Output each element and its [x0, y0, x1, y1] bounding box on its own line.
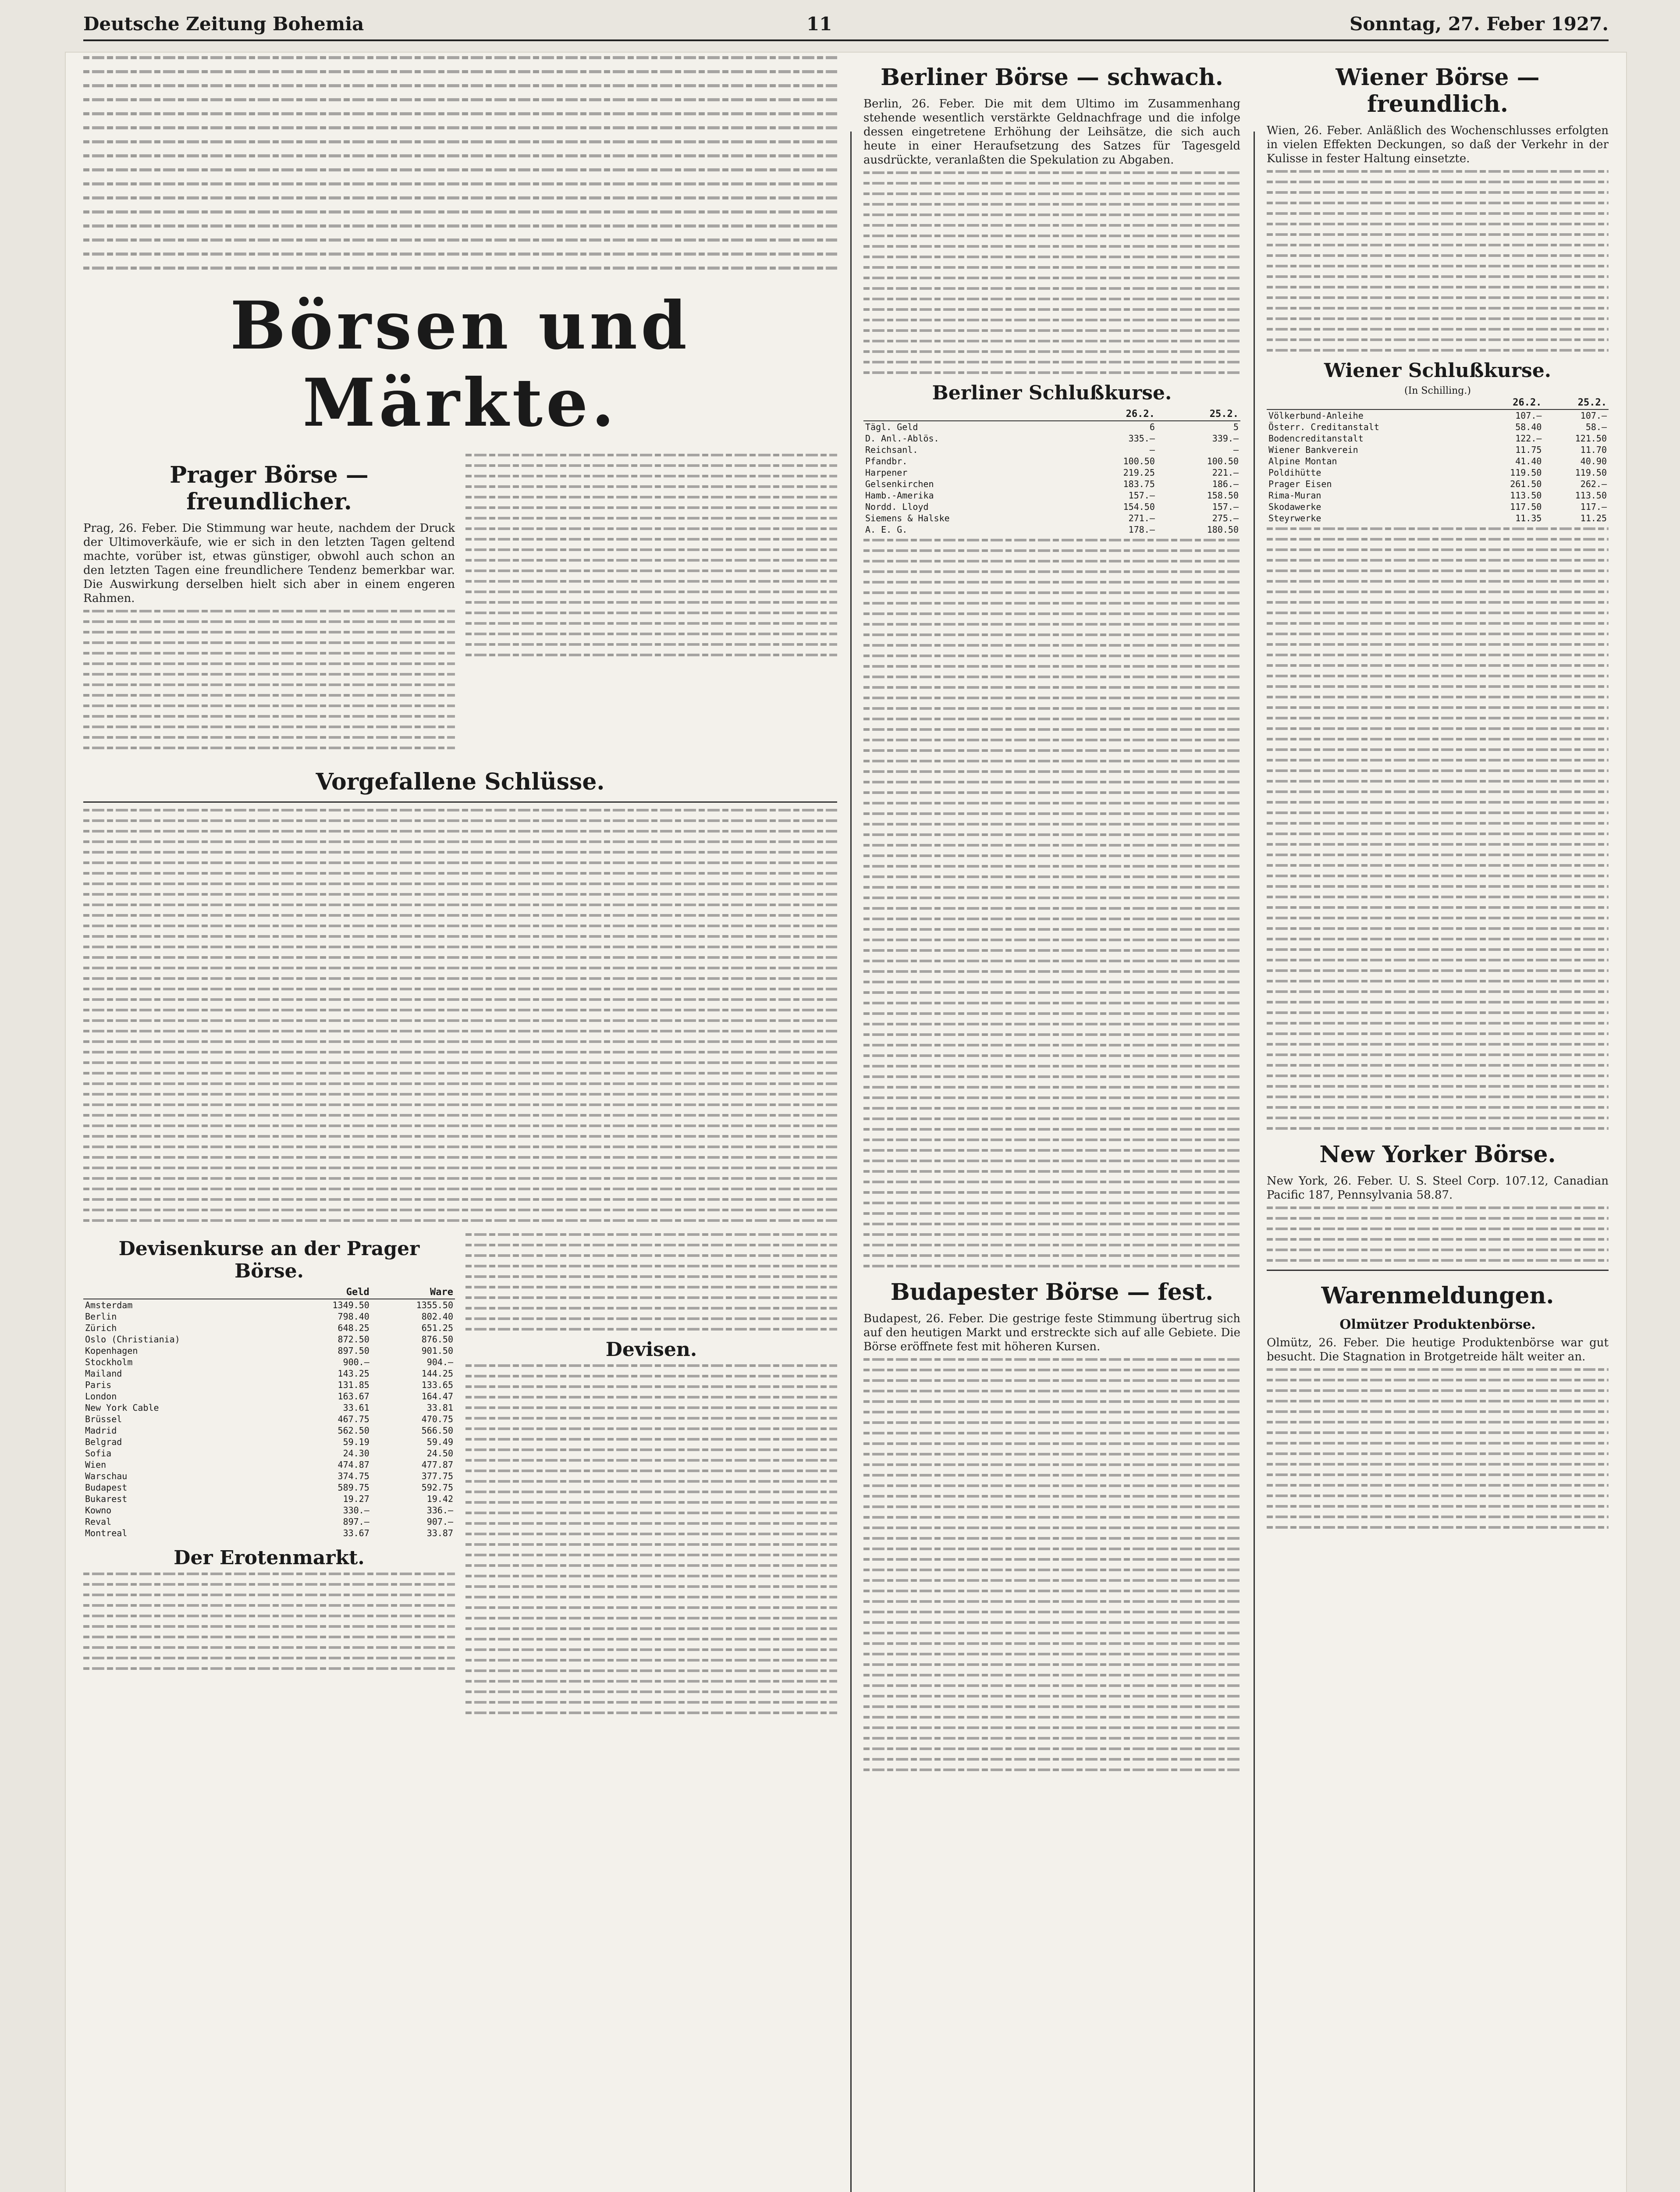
wien-quote-row-name: Österr. Creditanstalt	[1268, 422, 1379, 432]
devisen-row-name: Amsterdam	[85, 1300, 133, 1310]
header-masthead: Deutsche Zeitung Bohemia	[83, 13, 364, 35]
devisen-row-geld: 19.27	[343, 1494, 369, 1504]
header-date: Sonntag, 27. Feber 1927.	[1350, 13, 1609, 35]
devisen-row-geld: 474.87	[337, 1459, 369, 1470]
devisen-row-ware: 133.65	[421, 1380, 453, 1390]
wien-quote-row	[1267, 501, 1609, 512]
devisen-row-ware: 336.—	[426, 1505, 453, 1516]
devisen-text-b	[465, 1364, 837, 1714]
devisen-row-geld: 648.25	[337, 1323, 369, 1333]
devisen-row-ware: 802.40	[421, 1311, 453, 1322]
devisen-row-geld: 897.—	[343, 1516, 369, 1527]
berlin-quote-row-v1: 219.25	[1123, 467, 1155, 478]
devisen-row-geld: 163.67	[337, 1391, 369, 1402]
continued-text-block	[83, 56, 837, 270]
devisen-row-geld: 330.—	[343, 1505, 369, 1516]
new-yorker-boerse-title: New Yorker Börse.	[1319, 1141, 1556, 1168]
devisen-row	[83, 1368, 455, 1379]
devisen-row	[83, 1299, 455, 1311]
wien-quote-row-v1: 58.40	[1515, 422, 1542, 432]
devisen-row-ware: 19.42	[426, 1494, 453, 1504]
devisen-row-ware: 477.87	[421, 1459, 453, 1470]
devisen-row	[83, 1356, 455, 1368]
wien-quote-row-v1: 117.50	[1510, 502, 1542, 512]
devisen-row-geld: 24.30	[343, 1448, 369, 1459]
warenmeldungen-text	[1267, 1368, 1609, 1529]
devisen-row-name: New York Cable	[85, 1402, 159, 1413]
devisen-row	[83, 1391, 455, 1402]
devisen-row-name: Warschau	[85, 1471, 128, 1481]
wiener-kurse-more	[1267, 527, 1609, 1130]
column-middle	[863, 53, 1240, 2192]
wien-quote-row-v1: 119.50	[1510, 467, 1542, 478]
devisen-row-name: Bukarest	[85, 1494, 128, 1504]
wien-quote-row	[1267, 490, 1609, 501]
devisen-row-ware: 470.75	[421, 1414, 453, 1424]
devisen-title: Devisen.	[605, 1338, 697, 1361]
devisen-row	[83, 1516, 455, 1527]
berlin-quote-row	[863, 501, 1240, 512]
berlin-quote-row-v2: 5	[1233, 422, 1239, 432]
berlin-quote-row-v2: 221.—	[1212, 467, 1239, 478]
wien-quote-row-name: Alpine Montan	[1268, 456, 1337, 466]
berlin-quote-row-v2: 157.—	[1212, 502, 1239, 512]
wien-quote-row-name: Steyrwerke	[1268, 513, 1321, 523]
devisen-row-ware: 144.25	[421, 1368, 453, 1379]
wien-quote-row-v2: 107.—	[1580, 410, 1607, 421]
column-right	[1267, 53, 1609, 2192]
berlin-quote-row-name: Nordd. Lloyd	[865, 502, 929, 512]
prager-boerse-text	[83, 610, 455, 749]
devisen-row-ware: 907.—	[426, 1516, 453, 1527]
wien-quote-row	[1267, 512, 1609, 524]
devisen-row-geld: 33.67	[343, 1528, 369, 1538]
devisen-row-geld: 798.40	[337, 1311, 369, 1322]
prager-boerse-intro: Prag, 26. Feber. Die Stimmung war heute, nachdem der Druck der Ultimoverkäufe, wie er sich in den letzten Tagen geltend machte, vorüber ist, etwas günstiger, obwohl auch schon an den letzten Tagen eine freundlichere Tendenz bemerkbar war. Die Auswirkung derselben hielt sich aber in einem engeren Rahmen.	[83, 522, 455, 605]
wien-quote-row-v2: 113.50	[1575, 490, 1607, 501]
wien-quote-row-name: Prager Eisen	[1268, 479, 1332, 489]
devisen-row-name: Kowno	[85, 1505, 112, 1516]
wien-quote-row-name: Bodencreditanstalt	[1268, 433, 1364, 444]
wien-quote-row-name: Skodawerke	[1268, 502, 1321, 512]
berlin-quote-row	[863, 467, 1240, 478]
wiener-boerse-intro: Wien, 26. Feber. Anläßlich des Wochenschlusses erfolgten in vielen Effekten Deckungen, so daß der Verkehr in der Kulisse in fester Haltung einsetzte.	[1267, 124, 1609, 165]
devisen-row-geld: 467.75	[337, 1414, 369, 1424]
devisen-row-name: Montreal	[85, 1528, 128, 1538]
wien-quote-row-v2: 40.90	[1580, 456, 1607, 466]
berlin-quote-row-v2: 180.50	[1207, 524, 1239, 535]
berlin-quote-row-v1: 335.—	[1128, 433, 1155, 444]
berlin-quote-row-name: Gelsenkirchen	[865, 479, 934, 489]
berlin-quote-row-v1: 6	[1149, 422, 1155, 432]
devisen-row-ware: 876.50	[421, 1334, 453, 1345]
devisen-row-ware: 566.50	[421, 1425, 453, 1436]
column-left	[83, 53, 837, 2192]
devisen-row-name: Oslo (Christiania)	[85, 1334, 180, 1345]
devisen-row-name: London	[85, 1391, 117, 1402]
wien-quote-row-v2: 58.—	[1585, 422, 1607, 432]
warenmeldungen-title: Warenmeldungen.	[1321, 1282, 1554, 1309]
new-yorker-boerse-intro: New York, 26. Feber. U. S. Steel Corp. 107.12, Canadian Pacific 187, Pennsylvania 58.87.	[1267, 1174, 1609, 1202]
wiener-schlusskurse-table: 26.2. 25.2. Völkerbund-Anleihe 107.— 107.— Österr. Creditanstalt 58.40 58.— Bodencreditanstalt 122.— 121.50 Wiener Bankverein 11.75 11.70 Alpine Montan 41.40 40.90 Poldihütte 119.50 119.50 Prager Eisen 261.50 262.— Rima-Muran 113.50 113.50 Skodawerke 117.50 117.— Steyrwerke 11.35 11.25	[1267, 396, 1609, 524]
devisen-row-name: Brüssel	[85, 1414, 122, 1424]
devisen-row-ware: 592.75	[421, 1482, 453, 1493]
wien-quote-row-v1: 113.50	[1510, 490, 1542, 501]
devisen-row-name: Mailand	[85, 1368, 122, 1379]
devisen-row-geld: 562.50	[337, 1425, 369, 1436]
wien-quote-row-name: Wiener Bankverein	[1268, 445, 1358, 455]
wien-quote-row-name: Völkerbund-Anleihe	[1268, 410, 1364, 421]
devisen-row-name: Zürich	[85, 1323, 117, 1333]
erotenmarkt-text	[83, 1573, 455, 1670]
wiener-schlusskurse-title: Wiener Schlußkurse.	[1324, 359, 1552, 382]
berlin-quote-row-name: Siemens & Halske	[865, 513, 950, 523]
devisen-row-ware: 59.49	[426, 1437, 453, 1447]
wien-quote-row-name: Poldihütte	[1268, 467, 1321, 478]
wien-quote-row-v1: 107.—	[1515, 410, 1542, 421]
berlin-quote-row-v1: —	[1149, 445, 1155, 455]
devisen-row	[83, 1425, 455, 1436]
berlin-quote-row	[863, 490, 1240, 501]
devisenkurse-table: Geld Ware Amsterdam 1349.50 1355.50 Berlin 798.40 802.40 Zürich 648.25 651.25 Oslo (Christiania) 872.50 876.50 Kopenhagen 897.50 901.50 Stockholm 900.— 904.— Mailand 143.25 144.25 Paris 131.85 133.65 London 163.67 164.47 New York Cable 33.61 33.81 Brüssel 467.75 470.75 Madrid 562.50 566.50 Belgrad 59.19 59.49 Sofia 24.30 24.50 Wien 474.87 477.87 Warschau 374.75 377.75 Budapest 589.75 592.75 Bukarest 19.27 19.42 Kowno 330.— 336.— Reval 897.— 907.— Montreal 33.67 33.87	[83, 1286, 455, 1539]
wien-quote-row-v1: 11.75	[1515, 445, 1542, 455]
berlin-quote-row-v1: 178.—	[1128, 524, 1155, 535]
devisen-row-geld: 897.50	[337, 1345, 369, 1356]
vorgefallene-schluesse-table	[83, 809, 837, 1222]
prager-boerse-text-cont	[465, 454, 837, 656]
wien-quote-row-v2: 11.25	[1580, 513, 1607, 523]
devisen-row	[83, 1402, 455, 1413]
wien-quote-row	[1267, 455, 1609, 467]
devisen-row-geld: 131.85	[337, 1380, 369, 1390]
devisen-row	[83, 1459, 455, 1470]
devisen-row-name: Paris	[85, 1380, 112, 1390]
berlin-quote-row	[863, 421, 1240, 433]
newspaper-page	[66, 13, 1626, 2192]
devisen-row	[83, 1482, 455, 1493]
berlin-quote-row-name: A. E. G.	[865, 524, 908, 535]
berlin-quote-row-v2: 158.50	[1207, 490, 1239, 501]
devisen-row-ware: 1355.50	[416, 1300, 453, 1310]
wien-quote-row-v2: 262.—	[1580, 479, 1607, 489]
devisen-row-ware: 164.47	[421, 1391, 453, 1402]
devisen-row-ware: 904.—	[426, 1357, 453, 1367]
berlin-quote-row	[863, 512, 1240, 524]
devisen-row-name: Reval	[85, 1516, 112, 1527]
devisen-row	[83, 1345, 455, 1356]
devisen-text-a	[465, 1233, 837, 1331]
berlin-quote-row	[863, 433, 1240, 444]
berliner-boerse-intro: Berlin, 26. Feber. Die mit dem Ultimo im Zusammenhang stehende wesentlich verstärkte Geldnachfrage und die infolge dessen eingetretene Erhöhung der Leihsätze, die sich auch heute in einer Heraufsetzung des Satzes für Tagesgeld ausdrückte, veranlaßten die Spekulation zu Abgaben.	[863, 97, 1240, 167]
devisen-row-name: Sofia	[85, 1448, 112, 1459]
wien-quote-row	[1267, 409, 1609, 421]
new-yorker-boerse-text	[1267, 1206, 1609, 1262]
devisen-row-name: Kopenhagen	[85, 1345, 138, 1356]
devisen-row	[83, 1311, 455, 1322]
devisen-row-ware: 24.50	[426, 1448, 453, 1459]
wien-quote-row-v2: 11.70	[1580, 445, 1607, 455]
berlin-quote-row-name: D. Anl.-Ablös.	[865, 433, 939, 444]
running-head	[83, 9, 1609, 41]
devisen-row-name: Stockholm	[85, 1357, 133, 1367]
berlin-quote-row-name: Harpener	[865, 467, 908, 478]
header-page-number: 11	[806, 13, 832, 35]
berlin-quote-row-name: Hamb.-Amerika	[865, 490, 934, 501]
berliner-schlusskurse-table: 26.2. 25.2. Tägl. Geld 6 5 D. Anl.-Ablös. 335.— 339.— Reichsanl. — — Pfandbr. 100.50 100.50 Harpener 219.25 221.— Gelsenkirchen 183.75 186.— Hamb.-Amerika 157.— 158.50 Nordd. Lloyd 154.50 157.— Siemens & Halske 271.— 275.— A. E. G. 178.— 180.50	[863, 408, 1240, 535]
wiener-boerse-text	[1267, 170, 1609, 352]
berlin-quote-row-v1: 271.—	[1128, 513, 1155, 523]
devisen-row-name: Belgrad	[85, 1437, 122, 1447]
wien-quote-row	[1267, 478, 1609, 490]
devisen-row	[83, 1379, 455, 1391]
warenmeldungen-subtitle: Olmützer Produktenbörse.	[1339, 1317, 1536, 1332]
devisen-row-geld: 59.19	[343, 1437, 369, 1447]
berliner-boerse-text	[863, 171, 1240, 374]
berlin-quote-row-v2: 100.50	[1207, 456, 1239, 466]
devisen-row-geld: 1349.50	[332, 1300, 369, 1310]
wien-quote-row	[1267, 421, 1609, 433]
vorgefallene-schluesse-title: Vorgefallene Schlüsse.	[316, 769, 605, 795]
warenmeldungen-intro: Olmütz, 26. Feber. Die heutige Produktenbörse war gut besucht. Die Stagnation in Brotgetreide hält weiter an.	[1267, 1336, 1609, 1363]
devisen-row-geld: 33.61	[343, 1402, 369, 1413]
wien-quote-row-v2: 119.50	[1575, 467, 1607, 478]
berlin-quote-row-v2: 339.—	[1212, 433, 1239, 444]
berlin-quote-row-v2: 275.—	[1212, 513, 1239, 523]
budapester-boerse-text	[863, 1358, 1240, 1771]
berlin-quote-row-name: Pfandbr.	[865, 456, 908, 466]
column-rule	[1254, 132, 1255, 2192]
wien-quote-row-v2: 117.—	[1580, 502, 1607, 512]
berlin-quote-row-v1: 157.—	[1128, 490, 1155, 501]
devisen-row-geld: 872.50	[337, 1334, 369, 1345]
berlin-quote-row	[863, 444, 1240, 455]
devisen-row-geld: 589.75	[337, 1482, 369, 1493]
berlin-quote-row-name: Reichsanl.	[865, 445, 918, 455]
berliner-kurse-more	[863, 539, 1240, 1267]
devisen-row	[83, 1334, 455, 1345]
devisen-row-ware: 377.75	[421, 1471, 453, 1481]
divider	[83, 801, 837, 803]
wien-quote-row-v1: 122.—	[1515, 433, 1542, 444]
divider	[1267, 1270, 1609, 1271]
berlin-quote-row	[863, 524, 1240, 535]
devisen-row	[83, 1413, 455, 1425]
berlin-quote-row-v2: —	[1233, 445, 1239, 455]
devisen-row-name: Madrid	[85, 1425, 117, 1436]
devisen-row	[83, 1505, 455, 1516]
devisen-row-name: Berlin	[85, 1311, 117, 1322]
berlin-quote-row-name: Tägl. Geld	[865, 422, 918, 432]
berlin-quote-row	[863, 455, 1240, 467]
devisen-row	[83, 1527, 455, 1539]
erotenmarkt-title: Der Erotenmarkt.	[174, 1547, 365, 1569]
wien-quote-row-v1: 11.35	[1515, 513, 1542, 523]
berliner-schlusskurse-title: Berliner Schlußkurse.	[932, 382, 1172, 404]
wien-quote-row-name: Rima-Muran	[1268, 490, 1321, 501]
devisen-row-geld: 900.—	[343, 1357, 369, 1367]
wien-quote-row	[1267, 467, 1609, 478]
wien-quote-row-v2: 121.50	[1575, 433, 1607, 444]
section-title: Börsen und Märkte.	[230, 287, 691, 441]
wien-quote-row-v1: 261.50	[1510, 479, 1542, 489]
berlin-quote-row-v1: 100.50	[1123, 456, 1155, 466]
column-rule	[850, 132, 852, 2192]
berlin-quote-row-v1: 154.50	[1123, 502, 1155, 512]
devisen-row-name: Wien	[85, 1459, 107, 1470]
wien-quote-row	[1267, 433, 1609, 444]
devisen-row-geld: 143.25	[337, 1368, 369, 1379]
wiener-schlusskurse-unit: (In Schilling.)	[1404, 385, 1471, 396]
wiener-boerse-title: Wiener Börse — freundlich.	[1335, 64, 1540, 117]
devisen-row	[83, 1493, 455, 1505]
devisen-row	[83, 1436, 455, 1448]
devisen-row-name: Budapest	[85, 1482, 128, 1493]
wien-quote-row	[1267, 444, 1609, 455]
devisen-row	[83, 1448, 455, 1459]
devisen-row-ware: 33.87	[426, 1528, 453, 1538]
prager-boerse-title: Prager Börse — freundlicher.	[170, 462, 369, 515]
berlin-quote-row-v1: 183.75	[1123, 479, 1155, 489]
devisen-row	[83, 1470, 455, 1482]
devisen-row-ware: 33.81	[426, 1402, 453, 1413]
wien-quote-row-v1: 41.40	[1515, 456, 1542, 466]
berlin-quote-row	[863, 478, 1240, 490]
budapester-boerse-title: Budapester Börse — fest.	[890, 1279, 1214, 1306]
devisen-row	[83, 1322, 455, 1334]
devisen-row-ware: 651.25	[421, 1323, 453, 1333]
devisen-row-ware: 901.50	[421, 1345, 453, 1356]
budapester-boerse-intro: Budapest, 26. Feber. Die gestrige feste Stimmung übertrug sich auf den heutigen Markt und erstreckte sich auf alle Gebiete. Die Börse eröffnete fest mit höheren Kursen.	[863, 1312, 1240, 1353]
devisenkurse-title: Devisenkurse an der Prager Börse.	[118, 1238, 420, 1282]
devisen-row-geld: 374.75	[337, 1471, 369, 1481]
berlin-quote-row-v2: 186.—	[1212, 479, 1239, 489]
berliner-boerse-title: Berliner Börse — schwach.	[881, 64, 1223, 91]
